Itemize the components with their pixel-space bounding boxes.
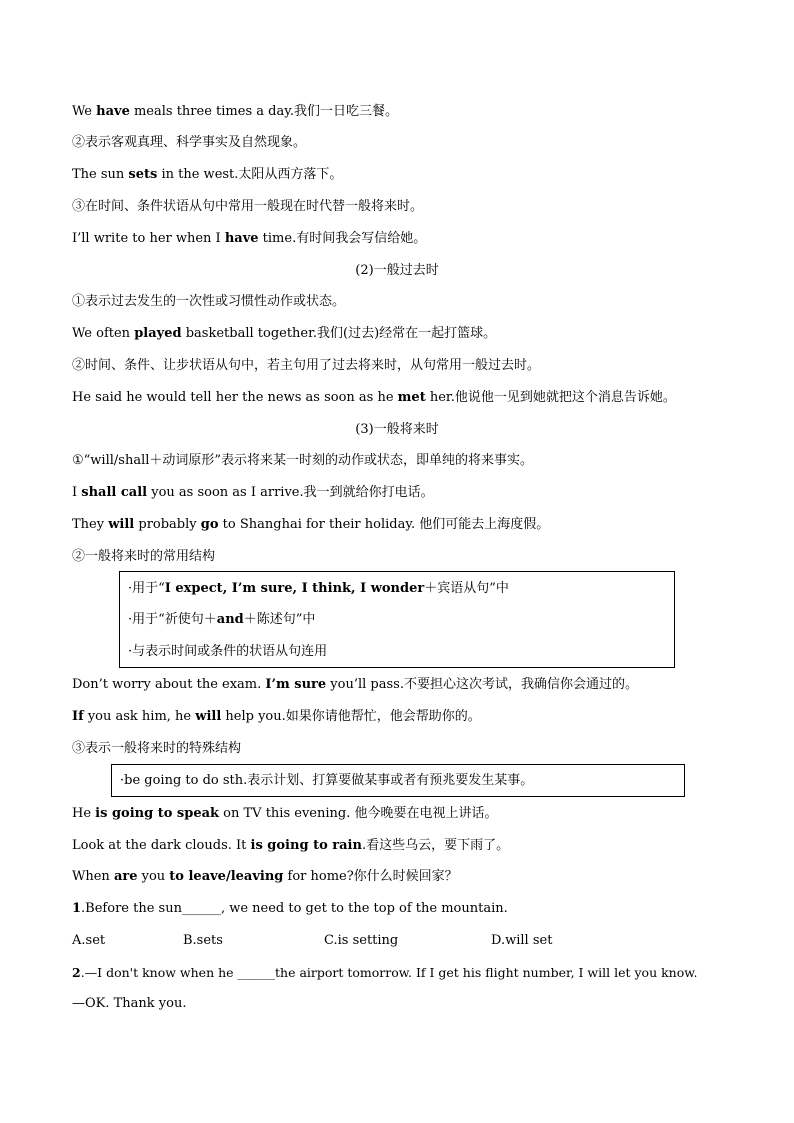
question-2-reply: —OK. Thank you. (72, 996, 187, 1011)
structure-be-going-to: ·be going to do sth.表示计划、打算要做某事或者有预兆要发生某事。 (120, 773, 534, 788)
rule-common-structures: ②一般将来时的常用结构 (72, 549, 216, 564)
rule-past-clause: ②时间、条件、让步状语从句中，若主句用了过去将来时，从句常用一般过去时。 (72, 358, 541, 373)
heading-simple-future: (3)一般将来时 (355, 422, 439, 437)
question-1-option-d: D.will set (491, 933, 553, 948)
question-1-option-a: A.set (72, 933, 106, 948)
question-1-option-c: C.is setting (324, 933, 399, 948)
structure-imperative-and: ·用于“祈使句＋and＋陈述句”中 (128, 612, 316, 627)
be-going-to-box (111, 764, 685, 797)
rule-objective-truth: ②表示客观真理、科学事实及自然现象。 (72, 135, 307, 150)
question-2: 2.—I don't know when he ______the airport tomorrow. If I get his flight number, I will let you know. (72, 965, 698, 980)
rule-past-action: ①表示过去发生的一次性或习惯性动作或状态。 (72, 294, 346, 309)
structures-box (119, 571, 675, 668)
example-played-basketball: We often played basketball together.我们(过去)经常在一起打篮球。 (72, 326, 497, 341)
example-met-her: He said he would tell her the news as soon as he met her.他说他一见到她就把这个消息告诉她。 (72, 390, 676, 405)
example-leave-for-home: When are you to leave/leaving for home?你什么时候回家？ (72, 869, 458, 884)
example-going-to-speak: He is going to speak on TV this evening. 他今晚要在电视上讲话。 (72, 806, 498, 821)
example-going-to-rain: Look at the dark clouds. It is going to rain.看这些乌云，要下雨了。 (72, 838, 510, 853)
example-im-sure: Don’t worry about the exam. I’m sure you’ll pass.不要担心这次考试，我确信你会通过的。 (72, 677, 638, 692)
example-shall-call: I shall call you as soon as I arrive.我一到就给你打电话。 (72, 485, 434, 500)
structure-adverbial-clause: ·与表示时间或条件的状语从句连用 (128, 644, 328, 659)
example-write-to-her: I’ll write to her when I have time.有时间我会写信给她。 (72, 231, 427, 246)
example-if-ask-him: If you ask him, he will help you.如果你请他帮忙，他会帮助你的。 (72, 709, 481, 724)
structure-expect-sure: ·用于“I expect, I’m sure, I think, I wonder＋宾语从句”中 (128, 581, 509, 596)
rule-special-structure: ③表示一般将来时的特殊结构 (72, 741, 242, 756)
question-1: 1.Before the sun______, we need to get to the top of the mountain. (72, 901, 508, 916)
question-1-option-b: B.sets (183, 933, 223, 948)
example-go-shanghai: They will probably go to Shanghai for their holiday. 他们可能去上海度假。 (72, 517, 550, 532)
rule-time-condition-clause: ③在时间、条件状语从句中常用一般现在时代替一般将来时。 (72, 199, 424, 214)
example-sun-sets: The sun sets in the west.太阳从西方落下。 (72, 167, 343, 182)
rule-will-shall: ①“will/shall＋动词原形”表示将来某一时刻的动作或状态，即单纯的将来事实。 (72, 453, 534, 468)
example-have-meals: We have meals three times a day.我们一日吃三餐。 (72, 104, 398, 119)
heading-simple-past: (2)一般过去时 (355, 263, 439, 278)
